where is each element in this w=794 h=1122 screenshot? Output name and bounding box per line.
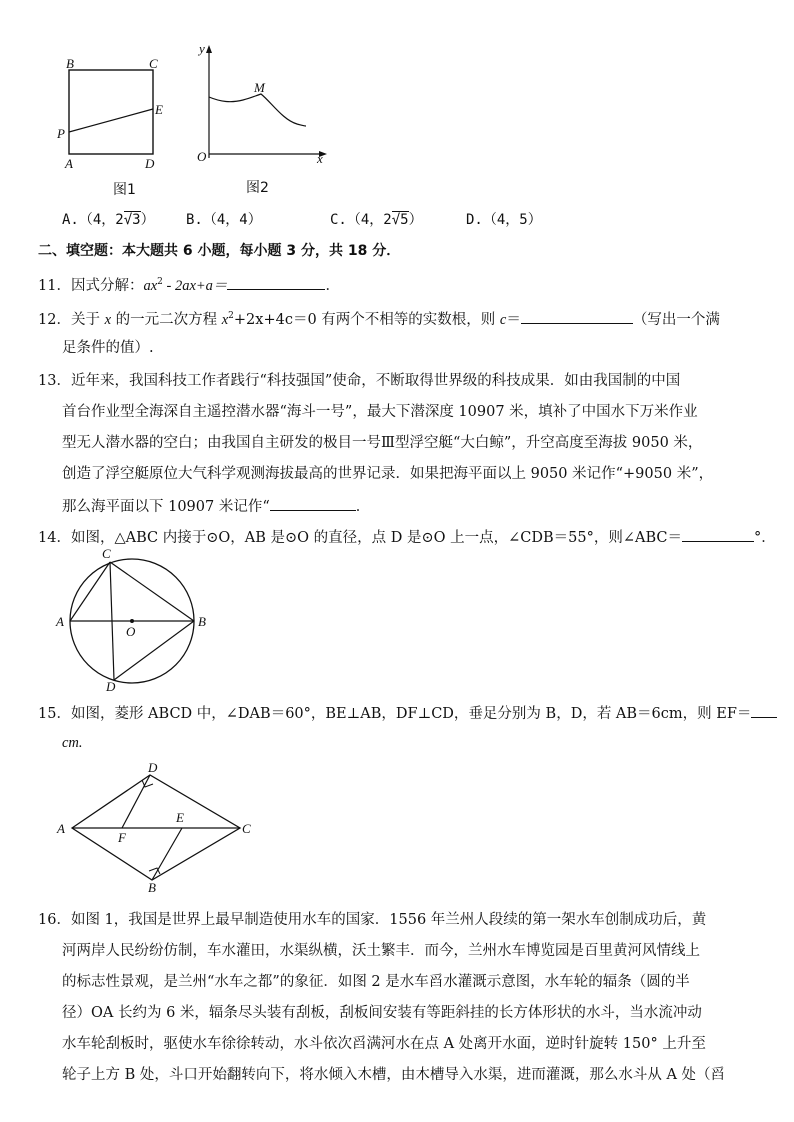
fig2-label-y: y [199, 41, 205, 56]
question-12-line-2: 足条件的值）. [62, 340, 154, 356]
option-a: A.（4，2√3） [62, 212, 155, 228]
fig2-label-x: x [317, 151, 323, 166]
graph-curve [209, 94, 306, 126]
question-13-line-5: 那么海平面以下 10907 米记作“ ． [62, 495, 370, 517]
fig2-caption: 图2 [246, 180, 269, 196]
fig2-label-o: O [197, 149, 207, 164]
fig1-label-a: A [65, 156, 73, 171]
fig1-label-c: C [149, 56, 158, 71]
question-13-line-3: 型无人潜水器的空白；由我国自主研发的极目一号Ⅲ型浮空艇“大白鲸”，升空高度至海拔 9050 米， [62, 435, 703, 451]
fig15-label-d: D [148, 760, 158, 775]
segment-be [152, 828, 182, 880]
fig14-label-a: A [56, 614, 64, 629]
fig14-label-b: B [198, 614, 206, 629]
question-15-line-2: cm. [62, 735, 83, 751]
fig14-label-c: C [102, 546, 111, 561]
question-11: 11．因式分解：$ax^2 - 2ax+a=$ ． [38, 272, 340, 296]
option-b: B.（4，4） [186, 212, 262, 228]
question-12: 12．关于 x 的一元二次方程 $x^2+2x+4c=0$ 有两个不相等的实数根，则 c＝ （写出一个满 [38, 306, 720, 330]
center-dot [130, 619, 134, 623]
fig1-label-b: B [66, 56, 74, 71]
segment-cb [110, 562, 194, 621]
figure-14-circle [52, 545, 217, 695]
fig1-label-e: E [155, 102, 163, 117]
fig15-label-e: E [176, 810, 184, 825]
figure-15-rhombus [52, 760, 262, 895]
figure-2 [193, 40, 338, 170]
q11-answer-blank[interactable] [227, 274, 325, 290]
segment-df [122, 775, 150, 828]
q13-answer-blank[interactable] [270, 495, 356, 511]
question-14: 14．如图，△ABC 内接于⊙O，AB 是⊙O 的直径，点 D 是⊙O 上一点，∠CDB＝55°，则∠ABC＝ °． [38, 526, 776, 548]
q15-answer-blank[interactable] [751, 702, 777, 718]
fig15-label-b: B [148, 880, 156, 895]
fig14-label-d: D [106, 679, 116, 694]
fig1-caption: 图1 [113, 182, 136, 198]
segment-ac [70, 562, 110, 621]
fig14-label-o: O [126, 624, 136, 639]
q12-answer-blank[interactable] [521, 308, 633, 324]
question-13-line-1: 13．近年来，我国科技工作者践行“科技强国”使命，不断取得世界级的科技成果．如由我国制的中国 [38, 373, 681, 389]
segment-pe [69, 109, 153, 132]
question-16-line-2: 河两岸人民纷纷仿制，车水灌田，水渠纵横，沃土繁丰．而今，兰州水车博览园是百里黄河风情线上 [62, 943, 700, 959]
question-13-line-2: 首台作业型全海深自主遥控潜水器“海斗一号”，最大下潜深度 10907 米，填补了中国水下万米作业 [62, 404, 698, 420]
y-axis-arrow [206, 45, 212, 53]
question-16-line-5: 水车轮刮板时，驱使水车徐徐转动，水斗依次舀满河水在点 A 处离开水面，逆时针旋转 150° 上升至 [62, 1036, 706, 1052]
fig15-label-a: A [57, 821, 65, 836]
section-2-title: 二、填空题：本大题共 6 小题，每小题 3 分，共 18 分． [38, 243, 401, 259]
question-16-line-1: 16．如图 1，我国是世界上最早制造使用水车的国家．1556 年兰州人段续的第一架水车创制成功后，黄 [38, 912, 707, 928]
question-16-line-4: 径）OA 长约为 6 米，辐条尽头装有刮板，刮板间安装有等距斜挂的长方体形状的水斗，当水流冲动 [62, 1005, 702, 1021]
question-15: 15．如图，菱形 ABCD 中，∠DAB＝60°，BE⊥AB，DF⊥CD，垂足分别为 B，D，若 AB＝6cm，则 EF＝ [38, 702, 777, 724]
fig1-label-d: D [145, 156, 155, 171]
q14-answer-blank[interactable] [682, 526, 754, 542]
question-13-line-4: 创造了浮空艇原位大气科学观测海拔最高的世界记录．如果把海平面以上 9050 米记作“+9050 米”， [62, 466, 714, 482]
fig15-label-c: C [242, 821, 251, 836]
figure-1 [52, 52, 172, 177]
fig1-label-p: P [57, 126, 65, 141]
fig15-label-f: F [118, 830, 126, 845]
question-16-line-6: 轮子上方 B 处，斗口开始翻转向下，将水倾入木槽，由木槽导入水渠，进而灌溉，那么水斗从 A 处（舀 [62, 1067, 726, 1083]
question-16-line-3: 的标志性景观，是兰州“水车之都”的象征．如图 2 是水车舀水灌溉示意图，水车轮的辐条（圆的半 [62, 974, 690, 990]
option-c: C.（4，2√5） [330, 212, 423, 228]
option-d: D.（4，5） [466, 212, 542, 228]
fig2-label-m: M [254, 80, 265, 95]
